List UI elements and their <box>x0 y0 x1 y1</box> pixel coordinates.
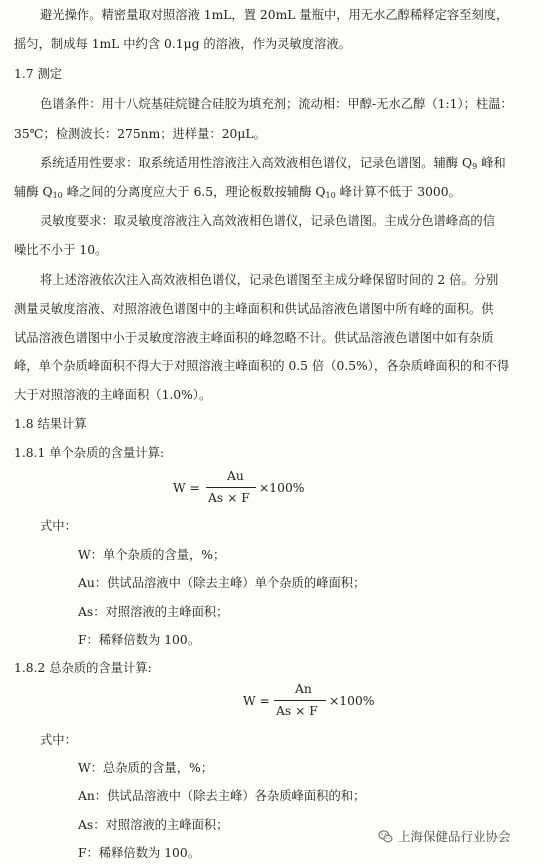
para-5-line-1: 将上述溶液依次注入高效液相色谱仪，记录色谱图至主成分峰保留时间的 2 倍。分别 <box>40 273 499 287</box>
watermark-text: 上海保健品行业协会 <box>398 829 511 844</box>
formula-numerator: Au <box>227 469 244 483</box>
para-5-line-2: 测量灵敏度溶液、对照溶液色谱图中的主峰面积和供试品溶液色谱图中所有峰的面积。供 <box>14 302 494 316</box>
definition-au: Au：供试品溶液中（除去主峰）单个杂质的峰面积； <box>78 576 366 590</box>
watermark <box>378 827 511 845</box>
para-5-line-3: 试品溶液色谱图中小于灵敏度溶液主峰面积的峰忽略不计。供试品溶液色谱图中如有杂质 <box>14 331 494 345</box>
where-label-2: 式中： <box>40 733 77 747</box>
formula-denominator: As × F <box>208 491 250 505</box>
para-5-line-5: 大于对照溶液的主峰面积（1.0%）。 <box>14 388 212 402</box>
definition-an: An：供试品溶液中（除去主峰）各杂质峰面积的和； <box>78 789 366 803</box>
formula-numerator: An <box>295 682 312 696</box>
formula-rhs: ×100% <box>259 481 305 495</box>
formula-total-impurity <box>243 683 373 723</box>
formula-lhs: W = <box>173 481 200 495</box>
formula-single-impurity <box>173 470 303 510</box>
formula-lhs: W = <box>243 694 270 708</box>
definition-f: F：稀释倍数为 100。 <box>78 846 200 860</box>
definition-as: As：对照溶液的主峰面积； <box>78 818 229 832</box>
fraction-bar <box>206 487 256 488</box>
definition-f: F：稀释倍数为 100。 <box>78 633 200 647</box>
section-1-8-2-heading: 1.8.2 总杂质的含量计算: <box>14 661 152 675</box>
wechat-icon <box>378 829 393 844</box>
definition-w: W：总杂质的含量，%； <box>78 761 213 775</box>
section-1-7-heading: 1.7 测定 <box>14 67 63 81</box>
where-label-1: 式中： <box>40 519 77 533</box>
para-3-line-2: 辅酶 $Q_{10}$ 峰之间的分离度应大于 6.5，理论板数按辅酶 $Q_{10}$ 峰计算不低于 3000。 <box>14 185 461 200</box>
para-2-line-1: 色谱条件：用十八烷基硅烷键合硅胶为填充剂；流动相：甲醇-无水乙醇（1:1）；柱温： <box>40 97 513 111</box>
para-1-line-1: 避光操作。精密量取对照溶液 1mL，置 20mL 量瓶中，用无水乙醇稀释定容至刻度， <box>40 8 509 22</box>
formula-rhs: ×100% <box>329 694 375 708</box>
para-4-line-2: 噪比不小于 10。 <box>14 243 108 257</box>
para-5-line-4: 峰，单个杂质峰面积不得大于对照溶液主峰面积的 0.5 倍（0.5%），各杂质峰面积的和不得 <box>14 359 510 373</box>
para-1-line-2: 摇匀，制成每 1mL 中约含 0.1μg 的溶液，作为灵敏度溶液。 <box>14 37 351 51</box>
para-2-line-2: 35℃；检测波长：275nm；进样量：20μL。 <box>14 127 266 141</box>
para-3-line-1: 系统适用性要求：取系统适用性溶液注入高效液相色谱仪，记录色谱图。辅酶 $Q_9$ 峰和 <box>40 156 506 171</box>
definition-w: W：单个杂质的含量，%； <box>78 548 226 562</box>
definition-as: As：对照溶液的主峰面积； <box>78 605 229 619</box>
section-1-8-heading: 1.8 结果计算 <box>14 417 87 431</box>
formula-denominator: As × F <box>276 704 318 718</box>
section-1-8-1-heading: 1.8.1 单个杂质的含量计算: <box>14 446 165 460</box>
para-4-line-1: 灵敏度要求：取灵敏度溶液注入高效液相色谱仪，记录色谱图。主成分色谱峰高的信 <box>40 214 495 228</box>
fraction-bar <box>274 700 326 701</box>
